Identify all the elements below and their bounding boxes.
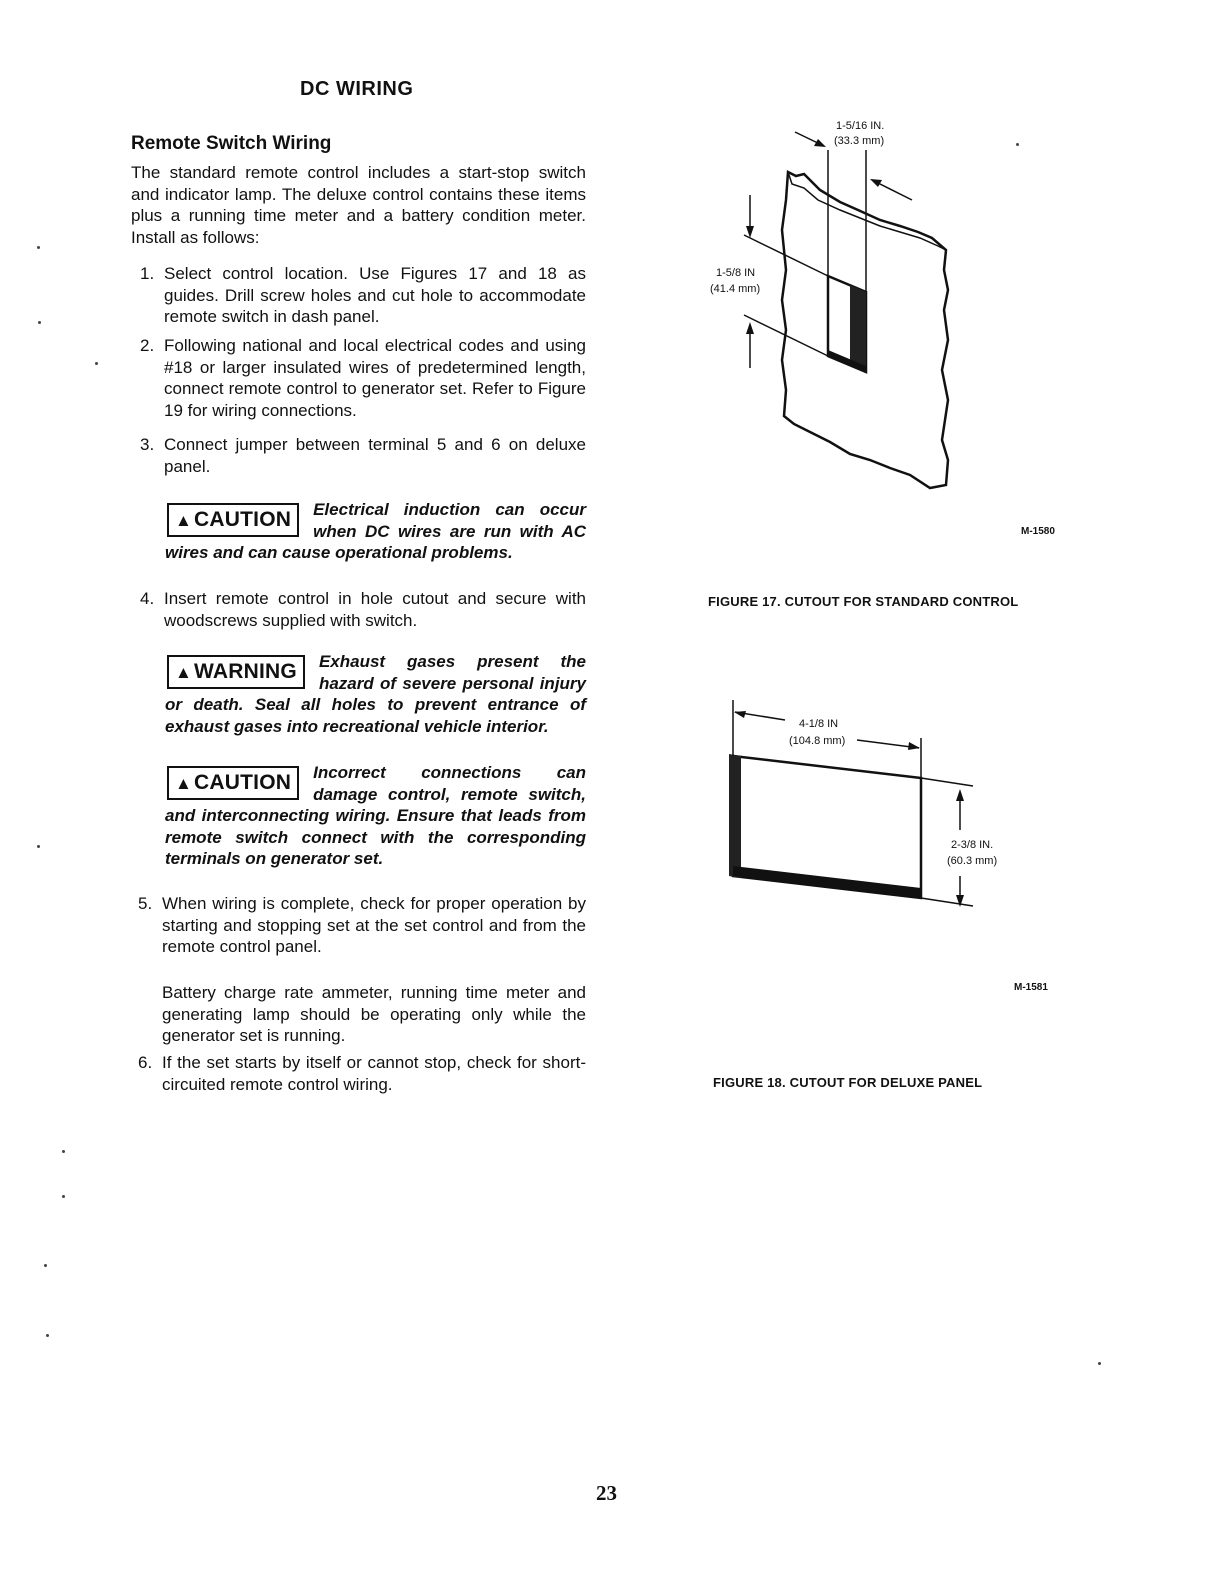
fig17-width-in: 1-5/16 IN.: [836, 120, 885, 132]
step-text: If the set starts by itself or cannot stop, check for short-circuited remote control wiring.: [162, 1053, 586, 1094]
scan-speck: [44, 1264, 47, 1267]
figure-18-caption: FIGURE 18. CUTOUT FOR DELUXE PANEL: [713, 1075, 983, 1090]
step-text: Connect jumper between terminal 5 and 6 on deluxe panel.: [164, 435, 586, 476]
fig17-width-mm: (33.3 mm): [834, 135, 885, 147]
step-number: 3.: [140, 435, 155, 454]
scan-speck: [95, 362, 98, 365]
step-text: Battery charge rate ammeter, running time meter and generating lamp should be operating only while the generator set is running.: [162, 983, 586, 1045]
caution-notice-2: [165, 762, 586, 870]
figure-18-code: M-1581: [1014, 982, 1048, 993]
fig18-height-in: 2-3/8 IN.: [951, 839, 994, 851]
page-number: 23: [596, 1481, 617, 1505]
step-number: 2.: [140, 336, 155, 355]
step-number: 1.: [140, 264, 155, 283]
section-heading: DC WIRING: [300, 78, 414, 100]
scan-speck: [46, 1334, 49, 1337]
step-text: When wiring is complete, check for proper operation by starting and stopping set at the set control and from the remote control panel.: [162, 894, 586, 956]
warning-triangle-icon: ▲: [175, 511, 193, 530]
caution-badge: ▲CAUTION: [167, 766, 299, 800]
fig18-width-in: 4-1/8 IN: [799, 718, 839, 730]
warning-triangle-icon: ▲: [175, 663, 193, 682]
notice-text: Electrical induction can occur when DC wires are run with AC wires and can cause operational problems.: [165, 500, 586, 562]
step-text: Select control location. Use Figures 17 and 18 as guides. Drill screw holes and cut hole to accommodate remote switch in dash panel.: [164, 264, 586, 326]
warning-triangle-icon: ▲: [175, 774, 193, 793]
scan-speck: [1098, 1362, 1101, 1365]
notice-text: Exhaust gases present the hazard of severe personal injury or death. Seal all holes to prevent entrance of exhaust gases into recreational vehicle interior.: [165, 652, 586, 736]
notice-text: Incorrect connections can damage control, remote switch, and interconnecting wiring. Ensure that leads from remote switch connect with the corresponding terminals on generator set.: [165, 763, 586, 868]
figure-17-code: M-1580: [1021, 526, 1055, 537]
scan-speck: [37, 845, 40, 848]
step-text: Following national and local electrical codes and using #18 or larger insulated wires of predetermined length, connect remote control to generator set. Refer to Figure 19 for wiring connections.: [164, 336, 586, 420]
step-number: 4.: [140, 589, 155, 608]
subsection-heading: Remote Switch Wiring: [131, 133, 332, 154]
fig17-height-mm: (41.4 mm): [710, 283, 761, 295]
scan-speck: [37, 246, 40, 249]
warning-badge: ▲WARNING: [167, 655, 305, 689]
fig18-width-mm: (104.8 mm): [789, 735, 846, 747]
step-number: 6.: [138, 1053, 153, 1072]
intro-paragraph: The standard remote control includes a start-stop switch and indicator lamp. The deluxe control contains these items plus a running time meter and a battery condition meter. Install as follows:: [131, 163, 586, 247]
caution-badge: ▲CAUTION: [167, 503, 299, 537]
scan-speck: [62, 1195, 65, 1198]
figure-17-caption: FIGURE 17. CUTOUT FOR STANDARD CONTROL: [708, 594, 1019, 609]
caution-notice-1: [165, 499, 586, 564]
step-number: 5.: [138, 894, 153, 913]
step-text: Insert remote control in hole cutout and secure with woodscrews supplied with switch.: [164, 589, 586, 630]
scan-speck: [62, 1150, 65, 1153]
figure-18-diagram: [715, 690, 1025, 920]
scan-speck: [38, 321, 41, 324]
figure-17-diagram: [700, 110, 1000, 500]
scan-speck: [1016, 143, 1019, 146]
warning-notice: [165, 651, 586, 737]
fig17-height-in: 1-5/8 IN: [716, 267, 756, 279]
fig18-height-mm: (60.3 mm): [947, 855, 998, 867]
